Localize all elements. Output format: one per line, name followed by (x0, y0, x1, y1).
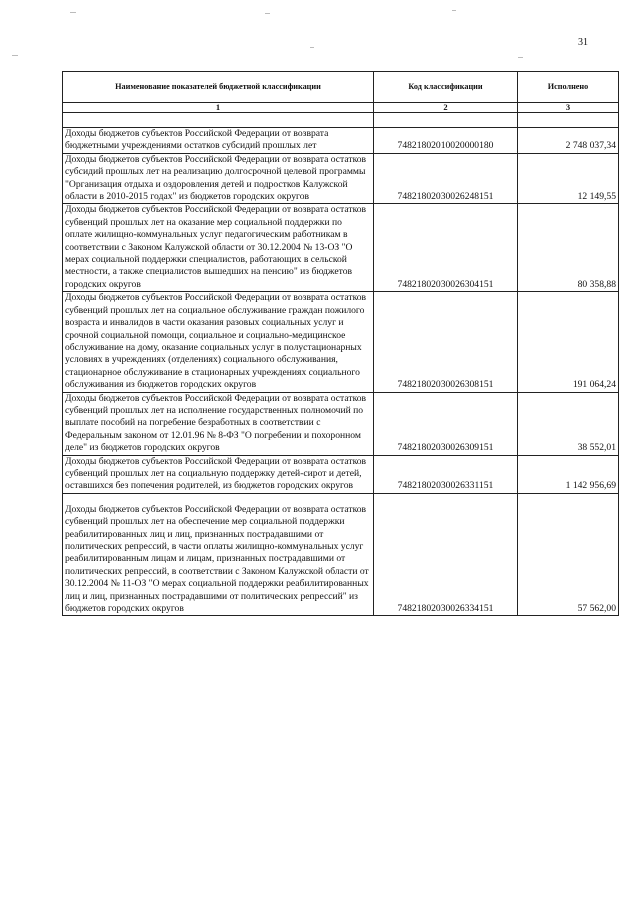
column-number-1: 1 (63, 103, 374, 113)
row-code: 74821802030026308151 (374, 292, 518, 392)
row-name: Доходы бюджетов субъектов Российской Федерации от возврата остатков субвенций прошлых лет на социальную поддержку детей-сирот и детей, оставшихся без попечения родителей, из бюджетов городских округов (63, 455, 374, 493)
row-code: 74821802030026309151 (374, 392, 518, 455)
row-name: Доходы бюджетов субъектов Российской Федерации от возврата остатков субвенций прошлых лет на социальное обслуживание граждан пожилого возраста и инвалидов в части оказания разовых социальных услуг и срочной социальной помощи, социальное и социально-медицинское обслуживание на дому, оказание социальных услуг в полустационарных условиях в учреждениях (отделениях) социального обслуживания, стационарное обслуживание в стационарных учреждениях социального обслуживания из бюджетов городских округов (63, 292, 374, 392)
header-executed: Исполнено (518, 72, 619, 103)
row-name: Доходы бюджетов субъектов Российской Федерации от возврата остатков субвенций прошлых лет на оказание мер социальной поддержки по оплате жилищно-коммунальных услуг педагогическим работникам в соответствии с Законом Калужской области от 30.12.2004 № 13-ОЗ "О мерах социальной поддержки специалистов, работающих в сельской местности, а также специалистов вышедших на пенсию" из бюджетов городских округов (63, 204, 374, 292)
table-header-row (63, 72, 619, 103)
row-amount: 12 149,55 (518, 153, 619, 204)
table-row (63, 128, 619, 154)
scan-speck (265, 13, 270, 14)
table-row-gap (63, 113, 619, 128)
column-number-2: 2 (374, 103, 518, 113)
row-amount: 80 358,88 (518, 204, 619, 292)
row-code: 74821802030026334151 (374, 493, 518, 616)
row-amount: 2 748 037,34 (518, 128, 619, 154)
page-number: 31 (578, 37, 588, 48)
table-row (63, 292, 619, 392)
scan-speck (70, 12, 76, 13)
table-row (63, 204, 619, 292)
scan-speck (310, 47, 314, 48)
row-code: 74821802010020000180 (374, 128, 518, 154)
row-code: 74821802030026248151 (374, 153, 518, 204)
row-name: Доходы бюджетов субъектов Российской Федерации от возврата бюджетными учреждениями остатков субсидий прошлых лет (63, 128, 374, 154)
budget-classification-table (62, 71, 619, 616)
row-amount: 1 142 956,69 (518, 455, 619, 493)
table-row (63, 153, 619, 204)
row-name: Доходы бюджетов субъектов Российской Федерации от возврата остатков субвенций прошлых лет на исполнение государственных полномочий по выплате пособий на погребение безработных в соответствии с Федеральным законом от 12.01.96 № 8-ФЗ "О погребении и похоронном деле" из бюджетов городских округов (63, 392, 374, 455)
header-name: Наименование показателей бюджетной классификации (63, 72, 374, 103)
row-name: Доходы бюджетов субъектов Российской Федерации от возврата остатков субвенций прошлых лет на обеспечение мер социальной поддержки реабилитированных лиц и лиц, признанных пострадавшими от политических репрессий, в части оплаты жилищно-коммунальных услуг реабилитированным лицам и лицам, признанных пострадавшими от политических репрессий, в соответствии с Законом Калужской области от 30.12.2004 № 11-ОЗ "О мерах социальной поддержки реабилитированных лиц и лиц, признанных пострадавшими от политических репрессий" из бюджетов городских округов (63, 493, 374, 616)
header-code: Код классификации (374, 72, 518, 103)
row-amount: 57 562,00 (518, 493, 619, 616)
scan-speck (518, 57, 523, 58)
scan-speck (452, 10, 456, 11)
column-number-row (63, 103, 619, 113)
row-code: 74821802030026304151 (374, 204, 518, 292)
row-amount: 38 552,01 (518, 392, 619, 455)
table-row (63, 392, 619, 455)
row-code: 74821802030026331151 (374, 455, 518, 493)
table-row (63, 455, 619, 493)
column-number-3: 3 (518, 103, 619, 113)
row-name: Доходы бюджетов субъектов Российской Федерации от возврата остатков субсидий прошлых лет на реализацию долгосрочной целевой программы "Организация отдыха и оздоровления детей и подростков Калужской области в 2010-2015 годах" из бюджетов городских округов (63, 153, 374, 204)
row-amount: 191 064,24 (518, 292, 619, 392)
table-row (63, 493, 619, 616)
scan-speck (12, 55, 18, 56)
